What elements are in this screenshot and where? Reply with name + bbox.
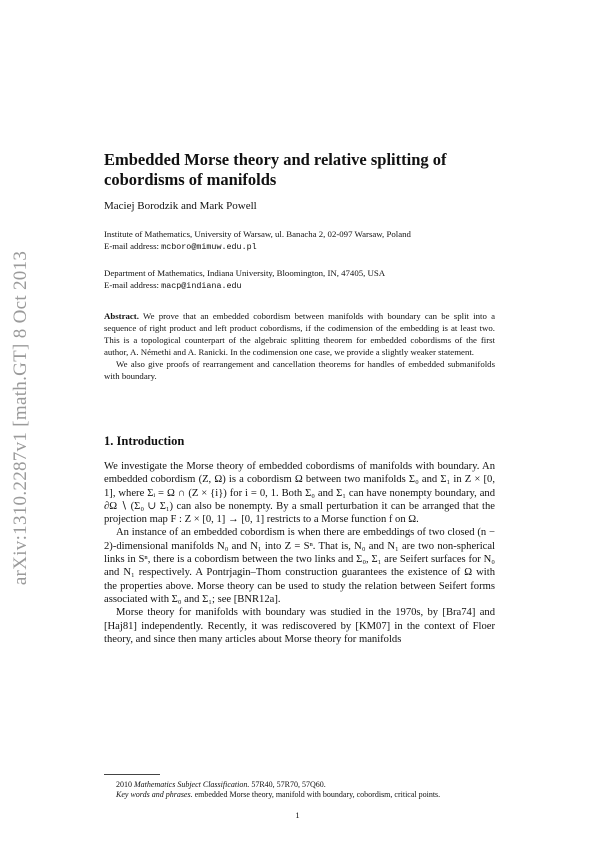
affiliation-2 [104, 268, 495, 292]
title-line-2: cobordisms of manifolds [104, 170, 277, 189]
affiliation-1-email-label: E-mail address: [104, 240, 159, 251]
footnote-keywords-text: embedded Morse theory, manifold with boundary, cobordism, critical points. [194, 790, 441, 799]
body-paragraph-1: We investigate the Morse theory of embedded cobordisms of manifolds with boundary. An embedded cobordism (Z, Ω) is a cobordism Ω between two manifolds Σ₀ and Σ₁ in Z × [0, 1], where Σᵢ = Ω ∩ (Z × {i}) for i = 0, 1. Both Σ₀ and Σ₁ can have nonempty boundary, and ∂Ω ∖ (Σ₀ ∪ Σ₁) can also be nonempty. By a small perturbation it can be arranged that the projection map F : Z × [0, 1] → [0, 1] restricts to a Morse function f on Ω. [104, 461, 495, 526]
abstract-paragraph-1 [104, 311, 495, 359]
section-number: 1. [104, 434, 114, 448]
affiliation-1-email-row [104, 241, 495, 254]
page-number: 1 [295, 810, 300, 820]
footnote-rule [104, 774, 160, 775]
abstract-text-1: We prove that an embedded cobordism between manifolds with boundary can be split into a sequence of right product and left product cobordisms, if the codimension of the embedding is at least two. This is a topological counterpart of the algebraic splitting theorem for embedded cobordisms of the first author, A. Némethi and A. Ranicki. In the codimension one case, we provide a slightly weaker statement. [104, 311, 495, 357]
arxiv-stamp-text: arXiv:1310.2287v1 [math.GT] 8 Oct 2013 [10, 250, 31, 586]
footnotes [104, 780, 495, 800]
arxiv-stamp [6, 243, 36, 593]
footnote-msc-year: 2010 [116, 780, 132, 789]
body-paragraph-3: Morse theory for manifolds with boundary was studied in the 1970s, by [Bra74] and [Haj81] independently. Recently, it was rediscovered by [KM07] in the context of Floer theory, and since then many articles about Morse theory for manifolds [104, 607, 495, 645]
footnote-keywords-label: Key words and phrases. [116, 790, 193, 799]
footnote-msc-label: Mathematics Subject Classification. [134, 780, 250, 789]
section-title: Introduction [116, 434, 185, 448]
affiliation-2-address: Department of Mathematics, Indiana University, Bloomington, IN, 47405, USA [104, 268, 386, 278]
affiliation-1 [104, 229, 495, 253]
affiliation-2-email[interactable]: macp@indiana.edu [161, 280, 242, 291]
section-body [104, 460, 495, 646]
body-paragraph-2: An instance of an embedded cobordism is when there are embeddings of two closed (n − 2)-dimensional manifolds N₀ and N₁ into Z = Sⁿ. That is, N₀ and N₁ are two non-spherical links in Sⁿ, there is a cobordism between the two links and Σ₀, Σ₁ are Seifert surfaces for N₀ and N₁ respectively. A Pontrjagin–Thom construction guarantees the existence of Ω with the properties above. Morse theory can be used to study the relation between Seifert forms associated with Σ₀ and Σ₁; see [BNR12a]. [104, 527, 495, 605]
footnote-keywords [104, 790, 495, 800]
affiliation-2-email-label: E-mail address: [104, 279, 159, 290]
abstract-label: Abstract. [104, 311, 139, 321]
paper-authors: Maciej Borodzik and Mark Powell [104, 200, 257, 212]
affiliation-1-email[interactable]: mcboro@mimuw.edu.pl [161, 241, 257, 252]
footnote-msc [104, 780, 495, 790]
footnote-msc-codes: 57R40, 57R70, 57Q60. [251, 780, 326, 789]
paper-title [104, 150, 495, 190]
affiliation-2-email-row [104, 280, 495, 293]
title-line-1: Embedded Morse theory and relative splitting of [104, 150, 447, 169]
section-heading [104, 434, 495, 449]
abstract [104, 311, 495, 382]
affiliation-1-address: Institute of Mathematics, University of Warsaw, ul. Banacha 2, 02-097 Warsaw, Poland [104, 229, 411, 239]
abstract-paragraph-2: We also give proofs of rearrangement and cancellation theorems for handles of embedded submanifolds with boundary. [104, 358, 495, 381]
